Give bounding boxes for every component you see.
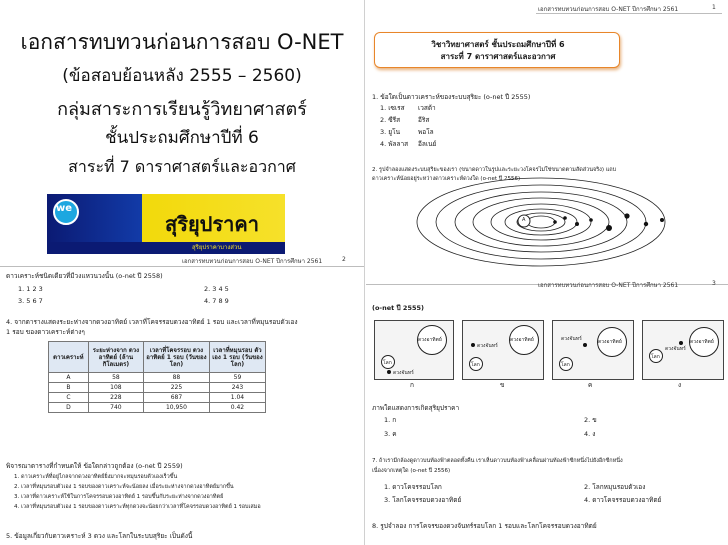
column-divider [364,0,365,545]
q1-opt-4a: 4. พัลลาส [380,140,409,148]
q1-opt-1b: เวสต้า [418,104,436,112]
q1-opt-3a: 3. ยูโน [380,128,401,136]
earth-circle-label: โลก [471,362,480,368]
cover-bottom-rule [0,266,364,267]
q6-caption: ภาพใดแสดงการเกิดสุริยุปราคา [372,404,460,412]
eclipse-panel-kho-khwai [552,320,634,380]
table-cell: 108 [88,383,143,393]
table-row [49,373,266,383]
subject-title: วิชาวิทยาศาสตร์ ชั้นประถมศึกษาปีที่ 6 [431,40,565,49]
moon-dot-label: ดวงจันทร์ [665,346,686,352]
moon-dot [387,370,391,374]
banner-dark-edge [47,242,285,254]
q6-option-1: 1. ก [384,416,397,424]
solar-system-diagram [416,188,666,272]
q4-line-2: 1 รอบ ของดาวเคราะห์ต่างๆ [6,328,85,336]
page3-number: 3 [712,280,716,287]
planet-dot [606,225,612,231]
q1-opt-4b: อีลเนย์ [418,140,437,148]
page-2 [0,268,364,545]
table-cell: 0.42 [209,403,265,413]
table-cell: 10,950 [143,403,209,413]
page3-header: เอกสารทบทวนก่อนการสอบ O-NET ปีการศึกษา 2561 [538,282,679,289]
moon-dot [583,343,587,347]
orbit-ring [455,192,627,252]
table-cell: C [49,393,89,403]
q1-opt-2a: 2. ซีรีส [380,116,401,124]
table-cell: A [49,373,89,383]
cover-subtitle: (ข้อสอบย้อนหลัง 2555 – 2560) [62,66,302,86]
table-cell: 59 [209,373,265,383]
logo-text: we [56,203,73,214]
q2-line-2: ดาวเคราะห์น้อยอยู่ระหว่างดาวเคราะห์ดวงใด (o-net ปี 2556) [372,176,521,182]
sun-circle-label: ดวงอาทิตย์ [598,339,622,345]
q2-line-1: 2. รูปจำลองแสดงระบบสุริยะของเรา (ขนาดดาวในรูปและระยะวงโคจรไม่ใช่ขนาดตามสัดส่วนจริง) แถบ [372,167,617,173]
eclipse-panel-kho [462,320,544,380]
q1-opt-2b: อีริส [418,116,430,124]
q7-option-3: 3. โลกโคจรรอบดวงอาทิตย์ [384,496,462,504]
eclipse-panel-ka [374,320,454,380]
q4-choice-3: 3. เวลาที่ดาวเคราะห์ใช้ในการโคจรรอบดวงอาทิตย์ 1 รอบขึ้นกับระยะห่างจากดวงอาทิตย์ [14,494,224,500]
panel-letter: ง [678,381,682,389]
cover-page-number: 2 [342,256,346,263]
q1-text: 1. ข้อใดเป็นดาวเคราะห์ของระบบสุริยะ (o-net ปี 2555) [372,93,531,101]
eclipse-panel-ngo [642,320,724,380]
q3-intro: ดาวเคราะห์ชนิดเดียวที่มีวงแหวนวงนั้น (o-net ปี 2558) [6,272,163,280]
page1-header-rule [536,13,722,14]
panel-letter: ค [588,381,593,389]
table-cell: 58 [88,373,143,383]
table-cell: 687 [143,393,209,403]
q7-line-1: 7. ถ้าเรามีกล้องดูดาวบนท้องฟ้าตลอดทั้งคืน เราเห็นดาวบนท้องฟ้าเคลื่อนผ่านท้องฟ้าซีกหนึ่งไปยังอีกซีกหนึ่ง [372,458,623,464]
table-cell: D [49,403,89,413]
cover-group: กลุ่มสาระการเรียนรู้วิทยาศาสตร์ [57,99,307,120]
sun-circle-label: ดวงอาทิตย์ [418,337,442,343]
cover-strand: สาระที่ 7 ดาราศาสตร์และอวกาศ [68,157,296,176]
table-header: ดาวเคราะห์ [49,342,89,373]
panel-letter: ก [410,381,414,389]
page-1 [366,0,728,284]
table-cell: 228 [88,393,143,403]
earth-circle-label: โลก [561,362,570,368]
table-cell: 243 [209,383,265,393]
banner-subtitle: สุริยุปราคาบางส่วน [192,244,242,251]
table-header: ระยะห่างจาก ดวงอาทิตย์ (ล้านกิโลเมตร) [88,342,143,373]
table-cell: 88 [143,373,209,383]
moon-dot-label: ดวงจันทร์ [477,343,498,349]
q3-option-4: 4. 7 8 9 [204,297,229,305]
q4-choice-2: 2. เวลาที่หมุนรอบตัวเอง 1 รอบของดาวเคราะห์จะน้อยลง เมื่อระยะห่างจากดวงอาทิตย์มากขึ้น [14,484,234,490]
q1-opt-3b: พอโล [418,128,434,136]
q3-option-3: 3. 5 6 7 [18,297,43,305]
q6-option-4: 4. ง [584,430,596,438]
q6-option-3: 3. ค [384,430,397,438]
q4-choice-1: 1. ดาวเคราะห์ที่อยู่ไกลจากดวงอาทิตย์ยิ่งมากจะหมุนรอบตัวเองเร็วขึ้น [14,474,178,480]
subject-strand: สาระที่ 7 ดาราศาสตร์และอวกาศ [440,52,556,61]
q5-intro: 5. ข้อมูลเกี่ยวกับดาวเคราะห์ 3 ดวง และโลกในระบบสุริยะ เป็นดังนี้ [6,532,193,540]
planet-dot [589,218,593,222]
q6-option-2: 2. ข [584,416,597,424]
moon-dot-label: ดวงจันทร์ [561,336,582,342]
q3-option-2: 2. 3 4 5 [204,285,229,293]
banner-title: สุริยุปราคา [165,212,259,236]
planet-table [48,341,266,413]
table-header: เวลาที่หมุนรอบ ตัวเอง 1 รอบ (วันของโลก) [209,342,265,373]
q4-choice-4: 4. เวลาที่หมุนรอบตัวเอง 1 รอบของดาวเคราะห์ทุกดวงจะน้อยกว่าเวลาที่โคจรรอบดวงอาทิตย์ 1 รอบเสมอ [14,504,261,510]
q7-line-2: เนื่องจากเหตุใด (o-net ปี 2556) [372,468,451,474]
page1-number: 1 [712,4,716,11]
cover-grade: ชั้นประถมศึกษาปีที่ 6 [105,128,259,148]
cover-footer: เอกสารทบทวนก่อนการสอบ O-NET ปีการศึกษา 2561 [182,258,323,265]
sun-circle-label: ดวงอาทิตย์ [510,337,534,343]
table-row [49,383,266,393]
cover-banner [47,194,285,254]
planet-dot [624,213,629,218]
planet-dot [563,216,567,220]
cover-page [0,0,364,266]
orbit-ring [436,185,646,259]
table-cell: 740 [88,403,143,413]
sun-label: A [522,217,526,223]
table-header: เวลาที่โคจรรอบ ดวงอาทิตย์ 1 รอบ (วันของโลก) [143,342,209,373]
q4-line-1: 4. จากตารางแสดงระยะห่างจากดวงอาทิตย์ เวลาที่โคจรรอบดวงอาทิตย์ 1 รอบ และเวลาที่หมุนรอบตัวเอง [6,318,298,326]
planet-dot [660,218,664,222]
orbit-ring [417,178,665,266]
table-cell: 1.04 [209,393,265,403]
moon-dot [471,343,475,347]
page1-header: เอกสารทบทวนก่อนการสอบ O-NET ปีการศึกษา 2561 [538,6,679,13]
table-row [49,393,266,403]
table-cell: 225 [143,383,209,393]
page-3 [366,280,728,545]
panel-letter: ข [500,381,505,389]
earth-circle-label: โลก [651,354,660,360]
q4-question: พิจารณาตารางที่กำหนดให้ ข้อใดกล่าวถูกต้อง (o-net ปี 2559) [6,462,183,470]
q3-option-1: 1. 1 2 3 [18,285,43,293]
q7-option-4: 4. ดาวโคจรรอบดวงอาทิตย์ [584,496,662,504]
q8-text: 8. รูปจำลอง การโคจรของดวงจันทร์รอบโลก 1 รอบและโลกโคจรรอบดวงอาทิตย์ [372,522,597,530]
q6-year: (o-net ปี 2555) [372,304,424,312]
sun-circle-label: ดวงอาทิตย์ [690,339,714,345]
orbit-ring [473,198,609,246]
planet-dot [644,222,648,226]
moon-dot-label: ดวงจันทร์ [393,370,414,376]
orbit-ring [527,216,555,228]
q7-option-2: 2. โลกหมุนรอบตัวเอง [584,483,646,491]
table-header-row [49,342,266,373]
q1-opt-1a: 1. เซเรส [380,104,405,112]
planet-dot [575,222,579,226]
earth-circle-label: โลก [383,360,392,366]
q7-option-1: 1. ดาวโคจรรอบโลก [384,483,442,491]
planet-dot [553,220,557,224]
table-row [49,403,266,413]
table-cell: B [49,383,89,393]
cover-title: เอกสารทบทวนก่อนการสอบ O-NET [20,30,344,54]
